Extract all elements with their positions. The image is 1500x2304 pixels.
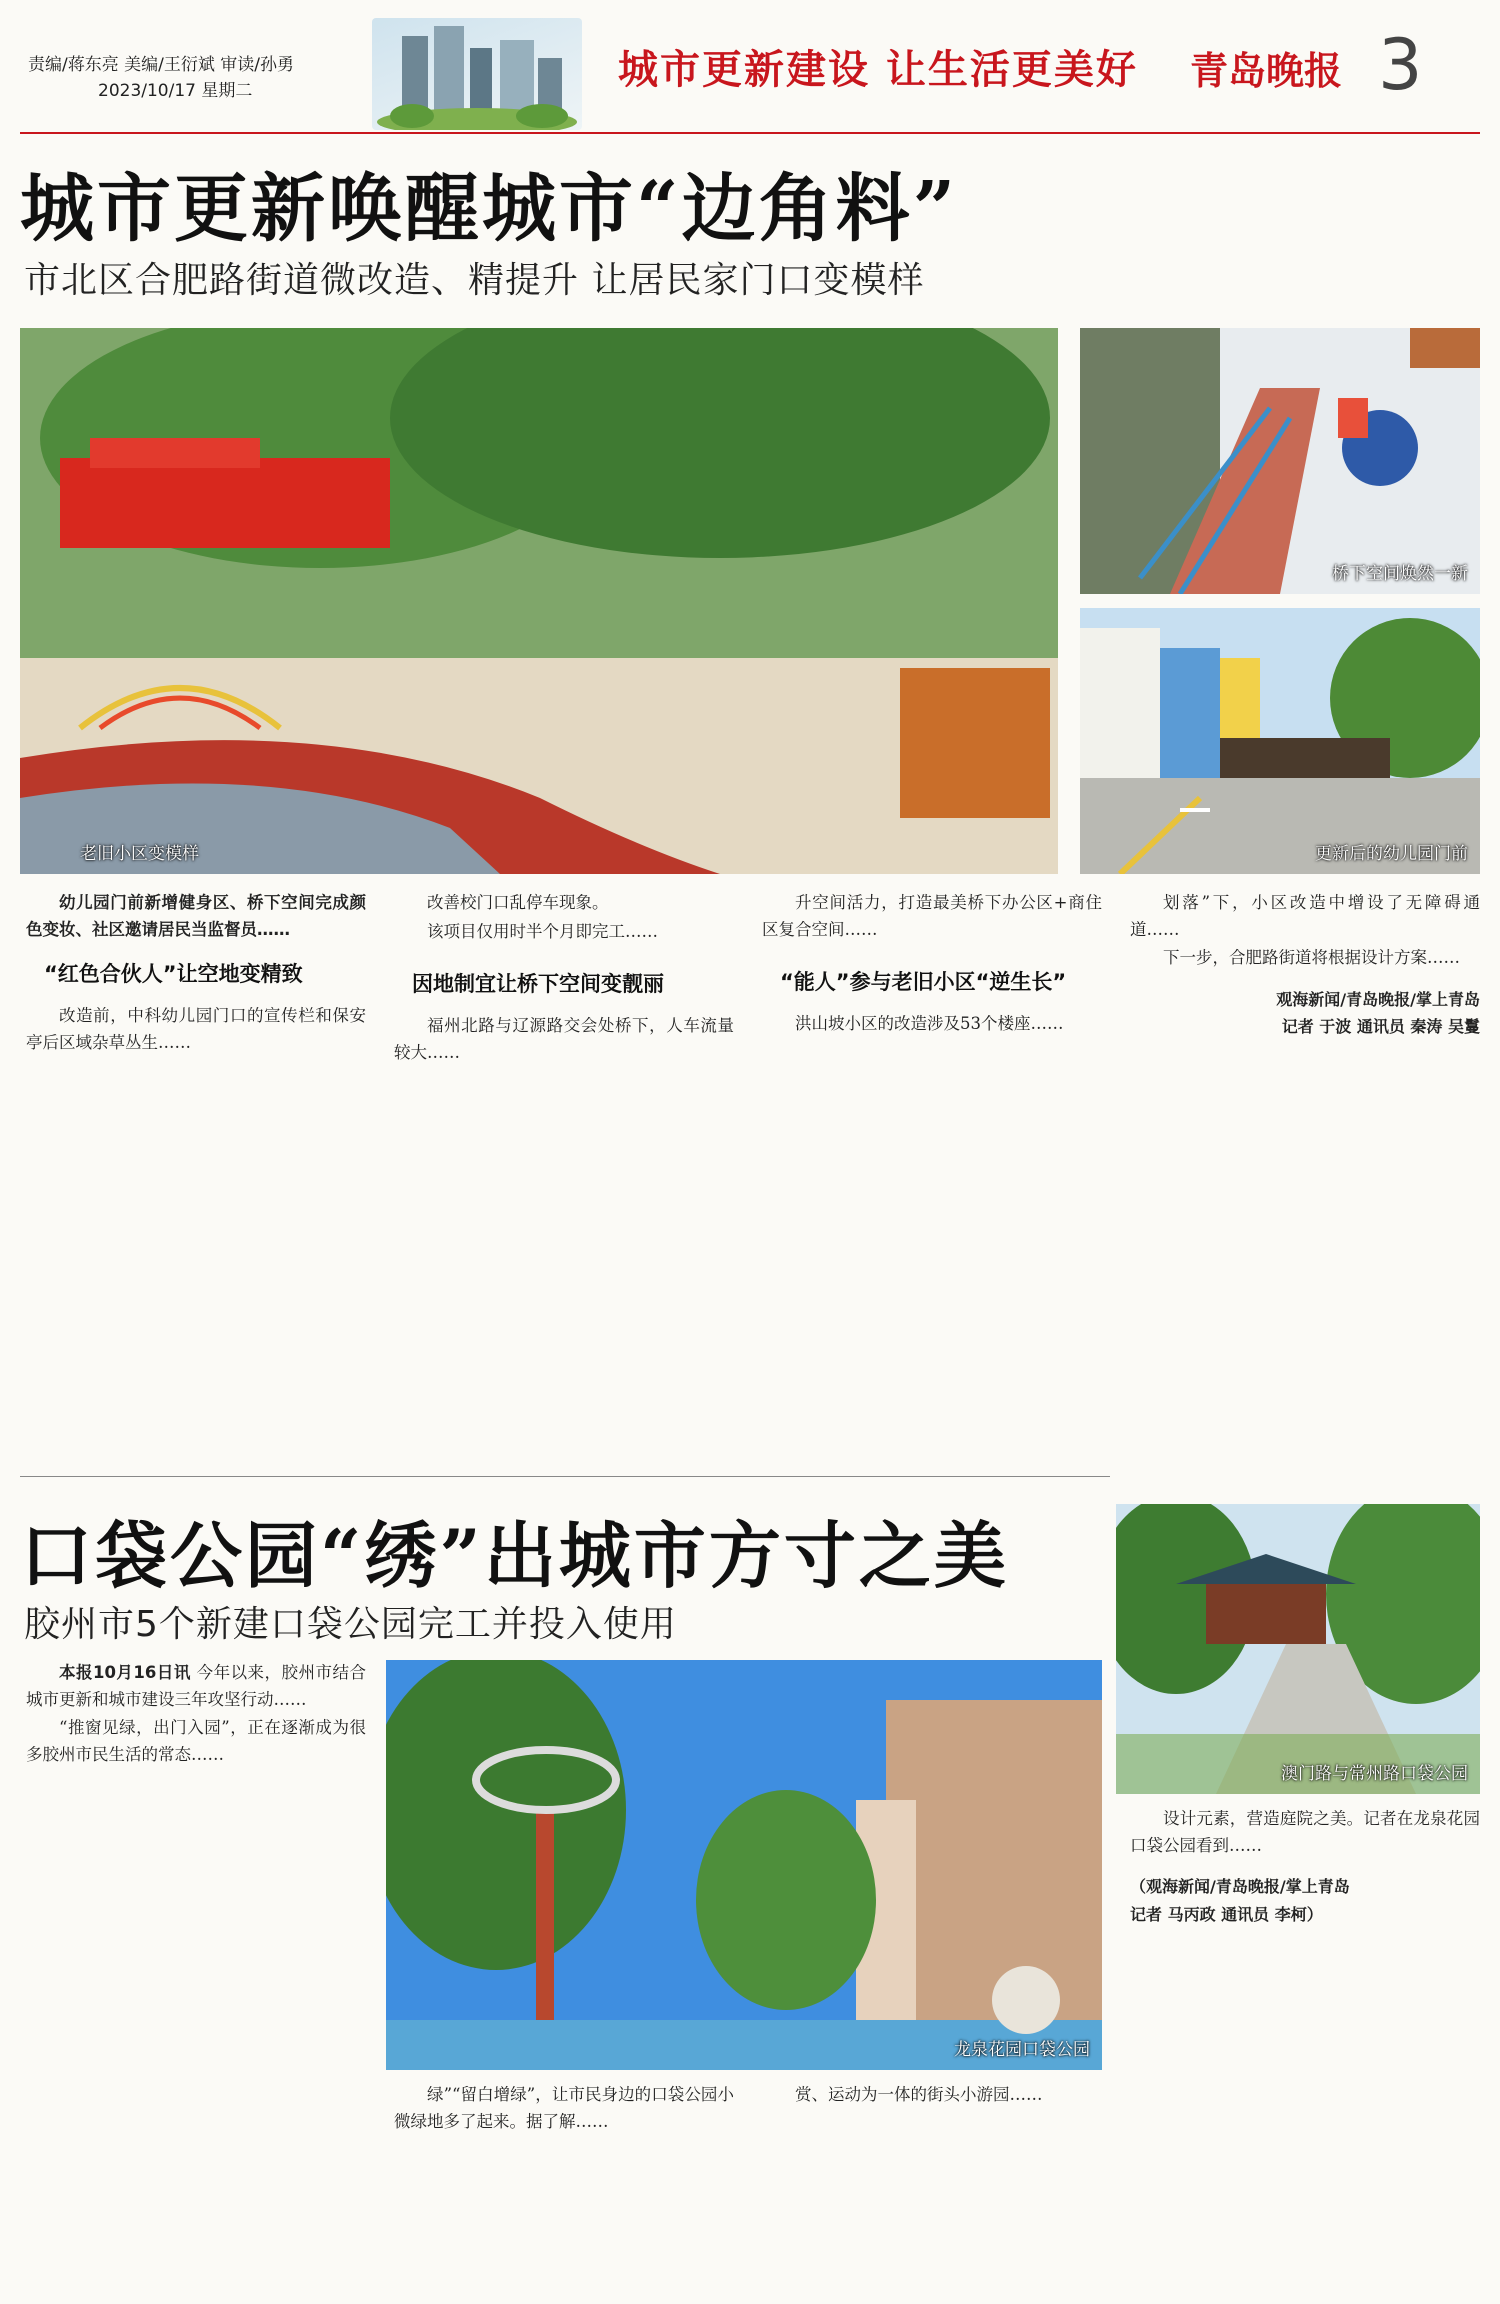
photo-caption: 老旧小区变模样 [80, 844, 199, 864]
article1-column-3 [762, 890, 1102, 1040]
body-paragraph: 升空间活力，打造最美桥下办公区+商住区复合空间…… [762, 893, 1102, 939]
article2-subheadline: 胶州市5个新建口袋公园完工并投入使用 [24, 1604, 677, 1645]
body-paragraph: 设计元素，营造庭院之美。记者在龙泉花园口袋公园看到…… [1130, 1809, 1480, 1855]
body-paragraph: 改善校门口乱停车现象。 [427, 893, 609, 912]
photo-caption: 龙泉花园口袋公园 [954, 2040, 1090, 2060]
byline-reporters: 记者 于波 通讯员 秦涛 吴鬘 [1281, 1017, 1480, 1037]
byline-reporters: 记者 马丙政 通讯员 李柯） [1130, 1904, 1323, 1924]
issue-date: 2023/10/17 星期二 [98, 81, 253, 102]
article1-column-1 [26, 890, 366, 1059]
article-divider [20, 1476, 1110, 1477]
article1-column-2 [394, 890, 734, 1069]
editor-credits [28, 52, 294, 105]
body-text: 今年以来，胶州市结合城市更新和城市建设三年攻坚行动…… [26, 1663, 366, 1709]
photo-pocket-park-right [1116, 1504, 1480, 1794]
section-title: 因地制宜让桥下空间变靓丽 [412, 972, 664, 997]
article2-column-1 [26, 1660, 366, 1771]
dateline: 本报10月16日讯 [59, 1663, 191, 1682]
article2-column-3 [762, 2082, 1102, 2111]
byline-outlet: 观海新闻/青岛晚报/掌上青岛 [1276, 990, 1480, 1010]
body-paragraph [26, 1660, 366, 1713]
photo-pocket-park-center [386, 1660, 1102, 2070]
photo-bridge-space [1080, 328, 1480, 594]
body-paragraph: 改造前，中科幼儿园门口的宣传栏和保安亭后区域杂草丛生…… [26, 1006, 366, 1053]
article2-column-2 [394, 2082, 734, 2137]
body-paragraph: 该项目仅用时半个月即完工…… [427, 921, 658, 941]
article1-subheadline: 市北区合肥路街道微改造、精提升 让居民家门口变模样 [24, 260, 925, 301]
body-paragraph: 洪山坡小区的改造涉及53个楼座…… [795, 1014, 1064, 1034]
photo-kindergarten-gate [1080, 608, 1480, 874]
header-divider [20, 132, 1480, 134]
page-number: 3 [1378, 24, 1423, 106]
article2-byline [1130, 1873, 1480, 1927]
body-paragraph: 福州北路与辽源路交会处桥下，人车流量较大…… [394, 1016, 734, 1063]
body-paragraph: 赏、运动为一体的街头小游园…… [795, 2085, 1043, 2104]
article1-headline: 城市更新唤醒城市“边角料” [20, 166, 959, 252]
body-paragraph: 绿”“留白增绿”，让市民身边的口袋公园小微绿地多了起来。据了解…… [394, 2085, 734, 2131]
newspaper-name: 青岛晚报 [1190, 48, 1343, 93]
body-paragraph: “推窗见绿，出门入园”，正在逐渐成为很多胶州市民生活的常态…… [26, 1718, 366, 1765]
article1-byline [1130, 986, 1480, 1040]
article1-intro: 幼儿园门前新增健身区、桥下空间完成颜色变妆、社区邀请居民当监督员…… [26, 893, 366, 939]
banner-illustration [372, 18, 582, 130]
credits-line: 责编/蒋东亮 美编/王衍斌 审读/孙勇 [28, 55, 294, 75]
slogan: 城市更新建设 让生活更美好 [618, 47, 1138, 93]
photo-caption: 更新后的幼儿园门前 [1315, 844, 1468, 864]
section-title: “红色合伙人”让空地变精致 [44, 962, 303, 987]
body-paragraph: 划落”下，小区改造中增设了无障碍通道…… [1130, 893, 1480, 939]
body-paragraph: 下一步，合肥路街道将根据设计方案…… [1163, 948, 1460, 968]
section-title: “能人”参与老旧小区“逆生长” [780, 970, 1067, 995]
article1-column-4 [1130, 890, 1480, 1041]
photo-old-community [20, 328, 1058, 874]
byline-outlet: （观海新闻/青岛晚报/掌上青岛 [1130, 1877, 1350, 1897]
article2-headline: 口袋公园“绣”出城市方寸之美 [20, 1513, 1009, 1598]
photo-caption: 桥下空间焕然一新 [1332, 564, 1468, 584]
article2-column-4 [1130, 1806, 1480, 1928]
photo-caption: 澳门路与常州路口袋公园 [1281, 1764, 1468, 1784]
